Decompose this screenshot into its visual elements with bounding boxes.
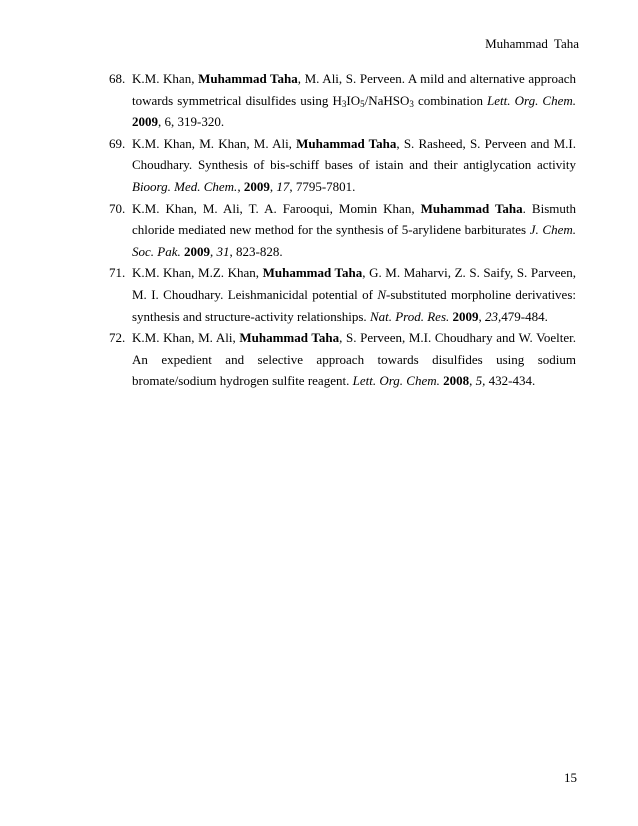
- page-number: 15: [564, 770, 577, 785]
- reference-text-run: K.M. Khan, M. Ali, T. A. Farooqui, Momin Khan,: [132, 200, 421, 216]
- highlighted-author-or-year: 2009: [183, 243, 210, 259]
- reference-text-run: K.M. Khan, M. Khan, M. Ali,: [132, 135, 297, 151]
- reference-text-run: IO: [346, 92, 361, 108]
- reference-text: [132, 330, 576, 388]
- reference-item: [109, 68, 576, 133]
- reference-text-run: ,: [478, 308, 486, 324]
- highlighted-author-or-year: Muhammad Taha: [262, 265, 363, 281]
- reference-text-run: , S. Rasheed, S. Perveen and M.I. Choudhary. Synthesis of bis-schiff bases of istain and their antiglycation activity: [132, 135, 576, 173]
- journal-italic-text: J. Chem. Soc. Pak.: [132, 222, 576, 259]
- reference-text-run: ,: [469, 373, 476, 389]
- reference-number: 70.: [109, 200, 126, 216]
- reference-text-run: ,: [209, 243, 217, 259]
- reference-item: [109, 133, 576, 198]
- reference-text-run: , S. Perveen, M.I. Choudhary and W. Voelter. An expedient and selective approach towards disulfides using sodium bromate/sodium hydrogen sulfite reagent.: [132, 330, 577, 389]
- reference-text-run: ,: [269, 178, 277, 194]
- subscript-text: 5: [360, 98, 365, 109]
- reference-text-run: K.M. Khan, M. Ali,: [132, 330, 240, 346]
- journal-italic-text: Nat. Prod. Res.: [369, 308, 450, 324]
- journal-italic-text: 31: [216, 243, 230, 259]
- reference-list: [109, 68, 576, 392]
- reference-text-run: 479-484.: [501, 308, 548, 324]
- journal-italic-text: Lett. Org. Chem.: [352, 373, 440, 389]
- reference-item: [109, 198, 576, 263]
- journal-italic-text: 17: [276, 178, 290, 194]
- reference-text-run: 432-434.: [485, 373, 536, 389]
- reference-text-run: , M. Ali, S. Perveen. A mild and alternative approach towards symmetrical disulfides using H: [132, 71, 577, 108]
- highlighted-author-or-year: 2009: [132, 114, 158, 130]
- reference-text-run: -substituted morpholine derivatives: synthesis and structure-activity relationships.: [132, 286, 576, 324]
- reference-text-run: , 7795-7801.: [289, 178, 356, 194]
- reference-text-run: , 6, 319-320.: [158, 114, 225, 130]
- reference-number: 69.: [109, 135, 126, 151]
- reference-text-run: , G. M. Maharvi, Z. S. Saify, S. Parveen, M. I. Choudhary. Leishmanicidal potential of: [132, 265, 577, 302]
- reference-item: [109, 262, 576, 327]
- reference-number: 71.: [109, 265, 126, 281]
- journal-italic-text: 23,: [485, 308, 502, 324]
- reference-text-run: ,: [237, 178, 244, 194]
- reference-number: 68.: [109, 71, 126, 86]
- reference-text: [132, 265, 576, 323]
- highlighted-author-or-year: 2009: [243, 178, 270, 194]
- highlighted-author-or-year: Muhammad Taha: [239, 330, 340, 346]
- subscript-text: 3: [341, 98, 347, 109]
- reference-text-run: K.M. Khan,: [132, 71, 199, 86]
- reference-text: [132, 136, 576, 194]
- subscript-text: 3: [409, 98, 414, 109]
- running-header-author: Muhammad Taha: [485, 36, 579, 51]
- reference-text-run: K.M. Khan, M.Z. Khan,: [132, 265, 263, 281]
- highlighted-author-or-year: Muhammad Taha: [420, 200, 523, 216]
- highlighted-author-or-year: 2009: [452, 308, 479, 324]
- reference-text-run: . Bismuth chloride mediated new method for the synthesis of 5-arylidene barbiturates: [132, 200, 576, 238]
- reference-text-run: , 823-828.: [229, 243, 283, 259]
- reference-text: [132, 71, 576, 129]
- reference-text: [132, 201, 576, 259]
- reference-text-run: combination: [413, 92, 488, 108]
- journal-italic-text: Lett. Org. Chem.: [487, 92, 576, 108]
- reference-number: 72.: [109, 330, 126, 346]
- journal-italic-text: N: [377, 286, 386, 302]
- highlighted-author-or-year: Muhammad Taha: [198, 71, 298, 86]
- reference-text-run: /NaHSO: [364, 92, 410, 108]
- journal-italic-text: 5,: [475, 373, 486, 389]
- highlighted-author-or-year: Muhammad Taha: [296, 135, 397, 151]
- reference-item: [109, 327, 576, 392]
- journal-italic-text: Bioorg. Med. Chem.: [132, 178, 238, 194]
- highlighted-author-or-year: 2008: [443, 373, 470, 389]
